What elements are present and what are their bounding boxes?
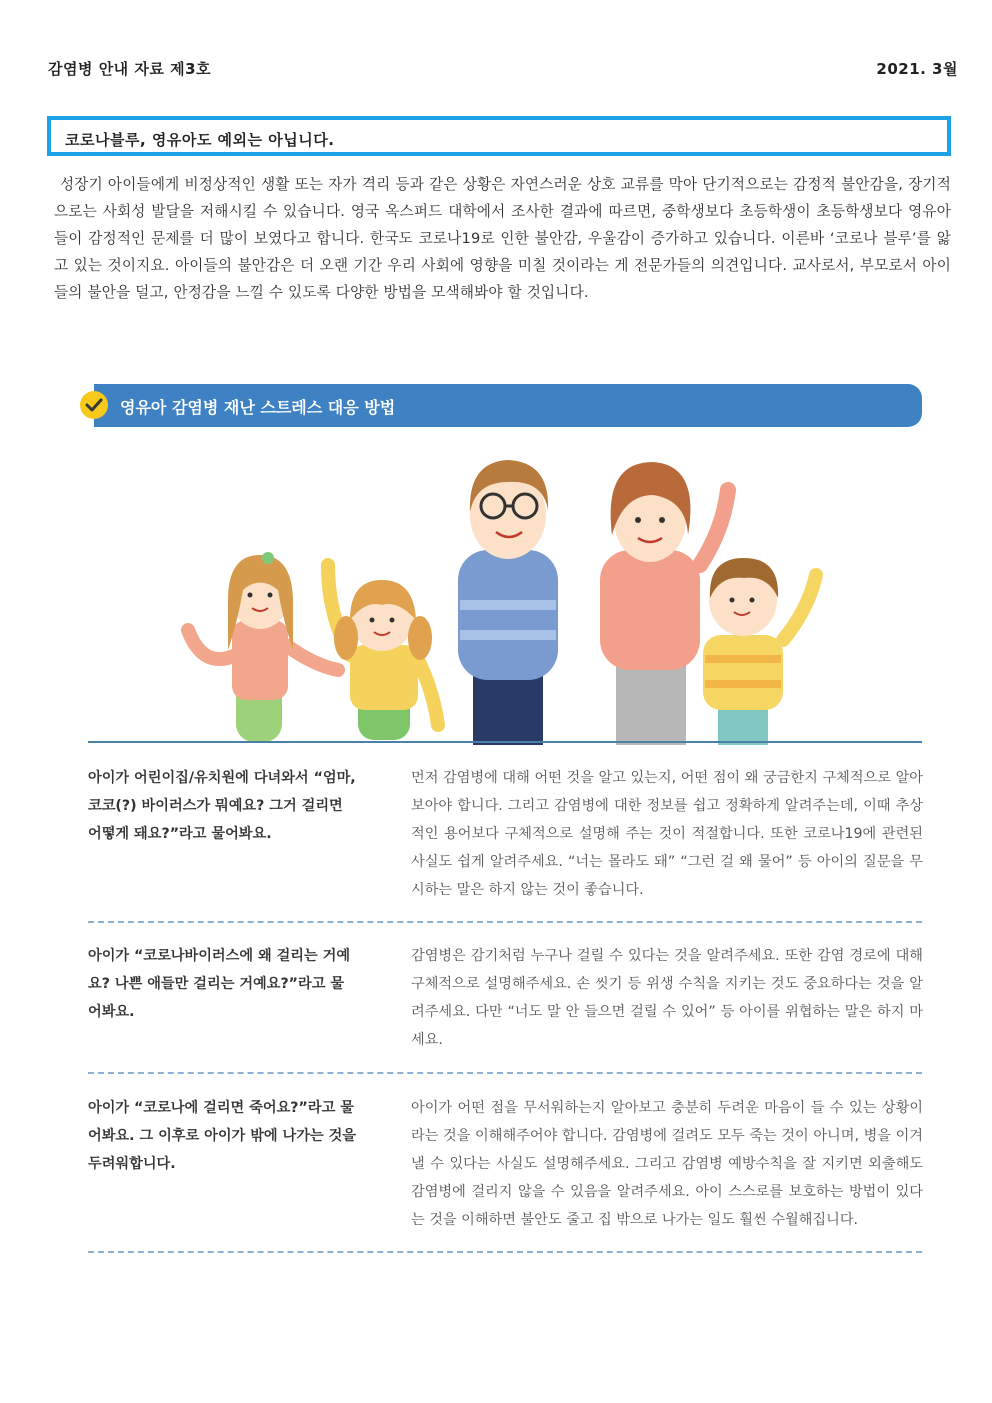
intro-paragraph [54, 172, 951, 307]
check-circle-icon [80, 391, 108, 419]
qa-divider [88, 1251, 922, 1253]
qa-divider [88, 1072, 922, 1074]
boy-figure [703, 558, 816, 745]
qa-answer: 아이가 어떤 점을 무서워하는지 알아보고 충분히 두려운 마음이 들 수 있는 상황이라는 것을 이해해주어야 합니다. 감염병에 걸려도 모두 죽는 것이 아니며, 병을 이겨낼 수 있다는 사실도 설명해주세요. 그리고 감염병 예방수칙을 잘 지키면 외출해도 감염병에 걸리지 않을 수 있음을 알려주세요. 아이 스스로를 보호하는 방법이 있다는 것을 이해하면 불안도 줄고 집 밖으로 나가는 일도 훨씬 수월해집니다. [411, 1100, 923, 1228]
father-figure [458, 460, 558, 745]
girl-yellow-figure [328, 565, 438, 740]
qa-answer: 먼저 감염병에 대해 어떤 것을 알고 있는지, 어떤 점이 왜 궁금한지 구체적으로 알아보아야 합니다. 그리고 감염병에 대한 정보를 쉽고 정확하게 알려주는데, 이때 추상적인 용어보다 구체적으로 설명해 주는 것이 적절합니다. 또한 코로나19에 관련된 사실도 쉽게 알려주세요. “너는 몰라도 돼” “그런 걸 왜 물어” 등 아이의 질문을 무시하는 말은 하지 않는 것이 좋습니다. [411, 770, 923, 898]
section-heading-bar [94, 384, 922, 427]
qa-answer: 감염병은 감기처럼 누구나 걸릴 수 있다는 것을 알려주세요. 또한 감염 경로에 대해 구체적으로 설명해주세요. 손 씻기 등 위생 수칙을 지키는 것도 중요하다는 것을 알려주세요. 다만 “너도 말 안 들으면 걸릴 수 있어” 등 아이를 위협하는 말은 하지 마세요. [411, 948, 923, 1048]
illustration-baseline [88, 741, 922, 743]
family-illustration [88, 440, 922, 745]
document-series-label: 감염병 안내 자료 제3호 [48, 60, 212, 78]
page-header [48, 58, 958, 80]
document-date: 2021. 3월 [876, 60, 958, 78]
girl-left-figure [188, 552, 338, 742]
section-heading: 영유아 감염병 재난 스트레스 대응 방법 [120, 398, 396, 417]
qa-question: 아이가 “코로나바이러스에 왜 걸리는 거예요? 나쁜 애들만 걸리는 거예요?”라고 물어봐요. [88, 948, 351, 1020]
qa-question: 아이가 “코로나에 걸리면 죽어요?”라고 물어봐요. 그 이후로 아이가 밖에 나가는 것을 두려워합니다. [88, 1100, 357, 1172]
page-title: 코로나블루, 영유아도 예외는 아닙니다. [47, 116, 951, 156]
qa-question: 아이가 어린이집/유치원에 다녀와서 “엄마, 코코(?) 바이러스가 뭐예요? 그거 걸리면 어떻게 돼요?”라고 물어봐요. [88, 770, 356, 842]
intro-text: 성장기 아이들에게 비정상적인 생활 또는 자가 격리 등과 같은 상황은 자연스러운 상호 교류를 막아 단기적으로는 감정적 불안감을, 장기적으로는 사회성 발달을 저해시킬 수 있습니다. 영국 옥스퍼드 대학에서 조사한 결과에 따르면, 중학생보다 초등학생이 초등학생보다 영유아들이 감정적인 문제를 더 많이 보였다고 합니다. 한국도 코로나19로 인한 불안감, 우울감이 증가하고 있습니다. 이른바 ‘코로나 블루’를 앓고 있는 것이지요. 아이들의 불안감은 더 오랜 기간 우리 사회에 영향을 미칠 것이라는 게 전문가들의 의견입니다. 교사로서, 부모로서 아이들의 불안을 덜고, 안정감을 느낄 수 있도록 다양한 방법을 모색해봐야 할 것입니다. [54, 176, 951, 301]
qa-divider [88, 921, 922, 923]
